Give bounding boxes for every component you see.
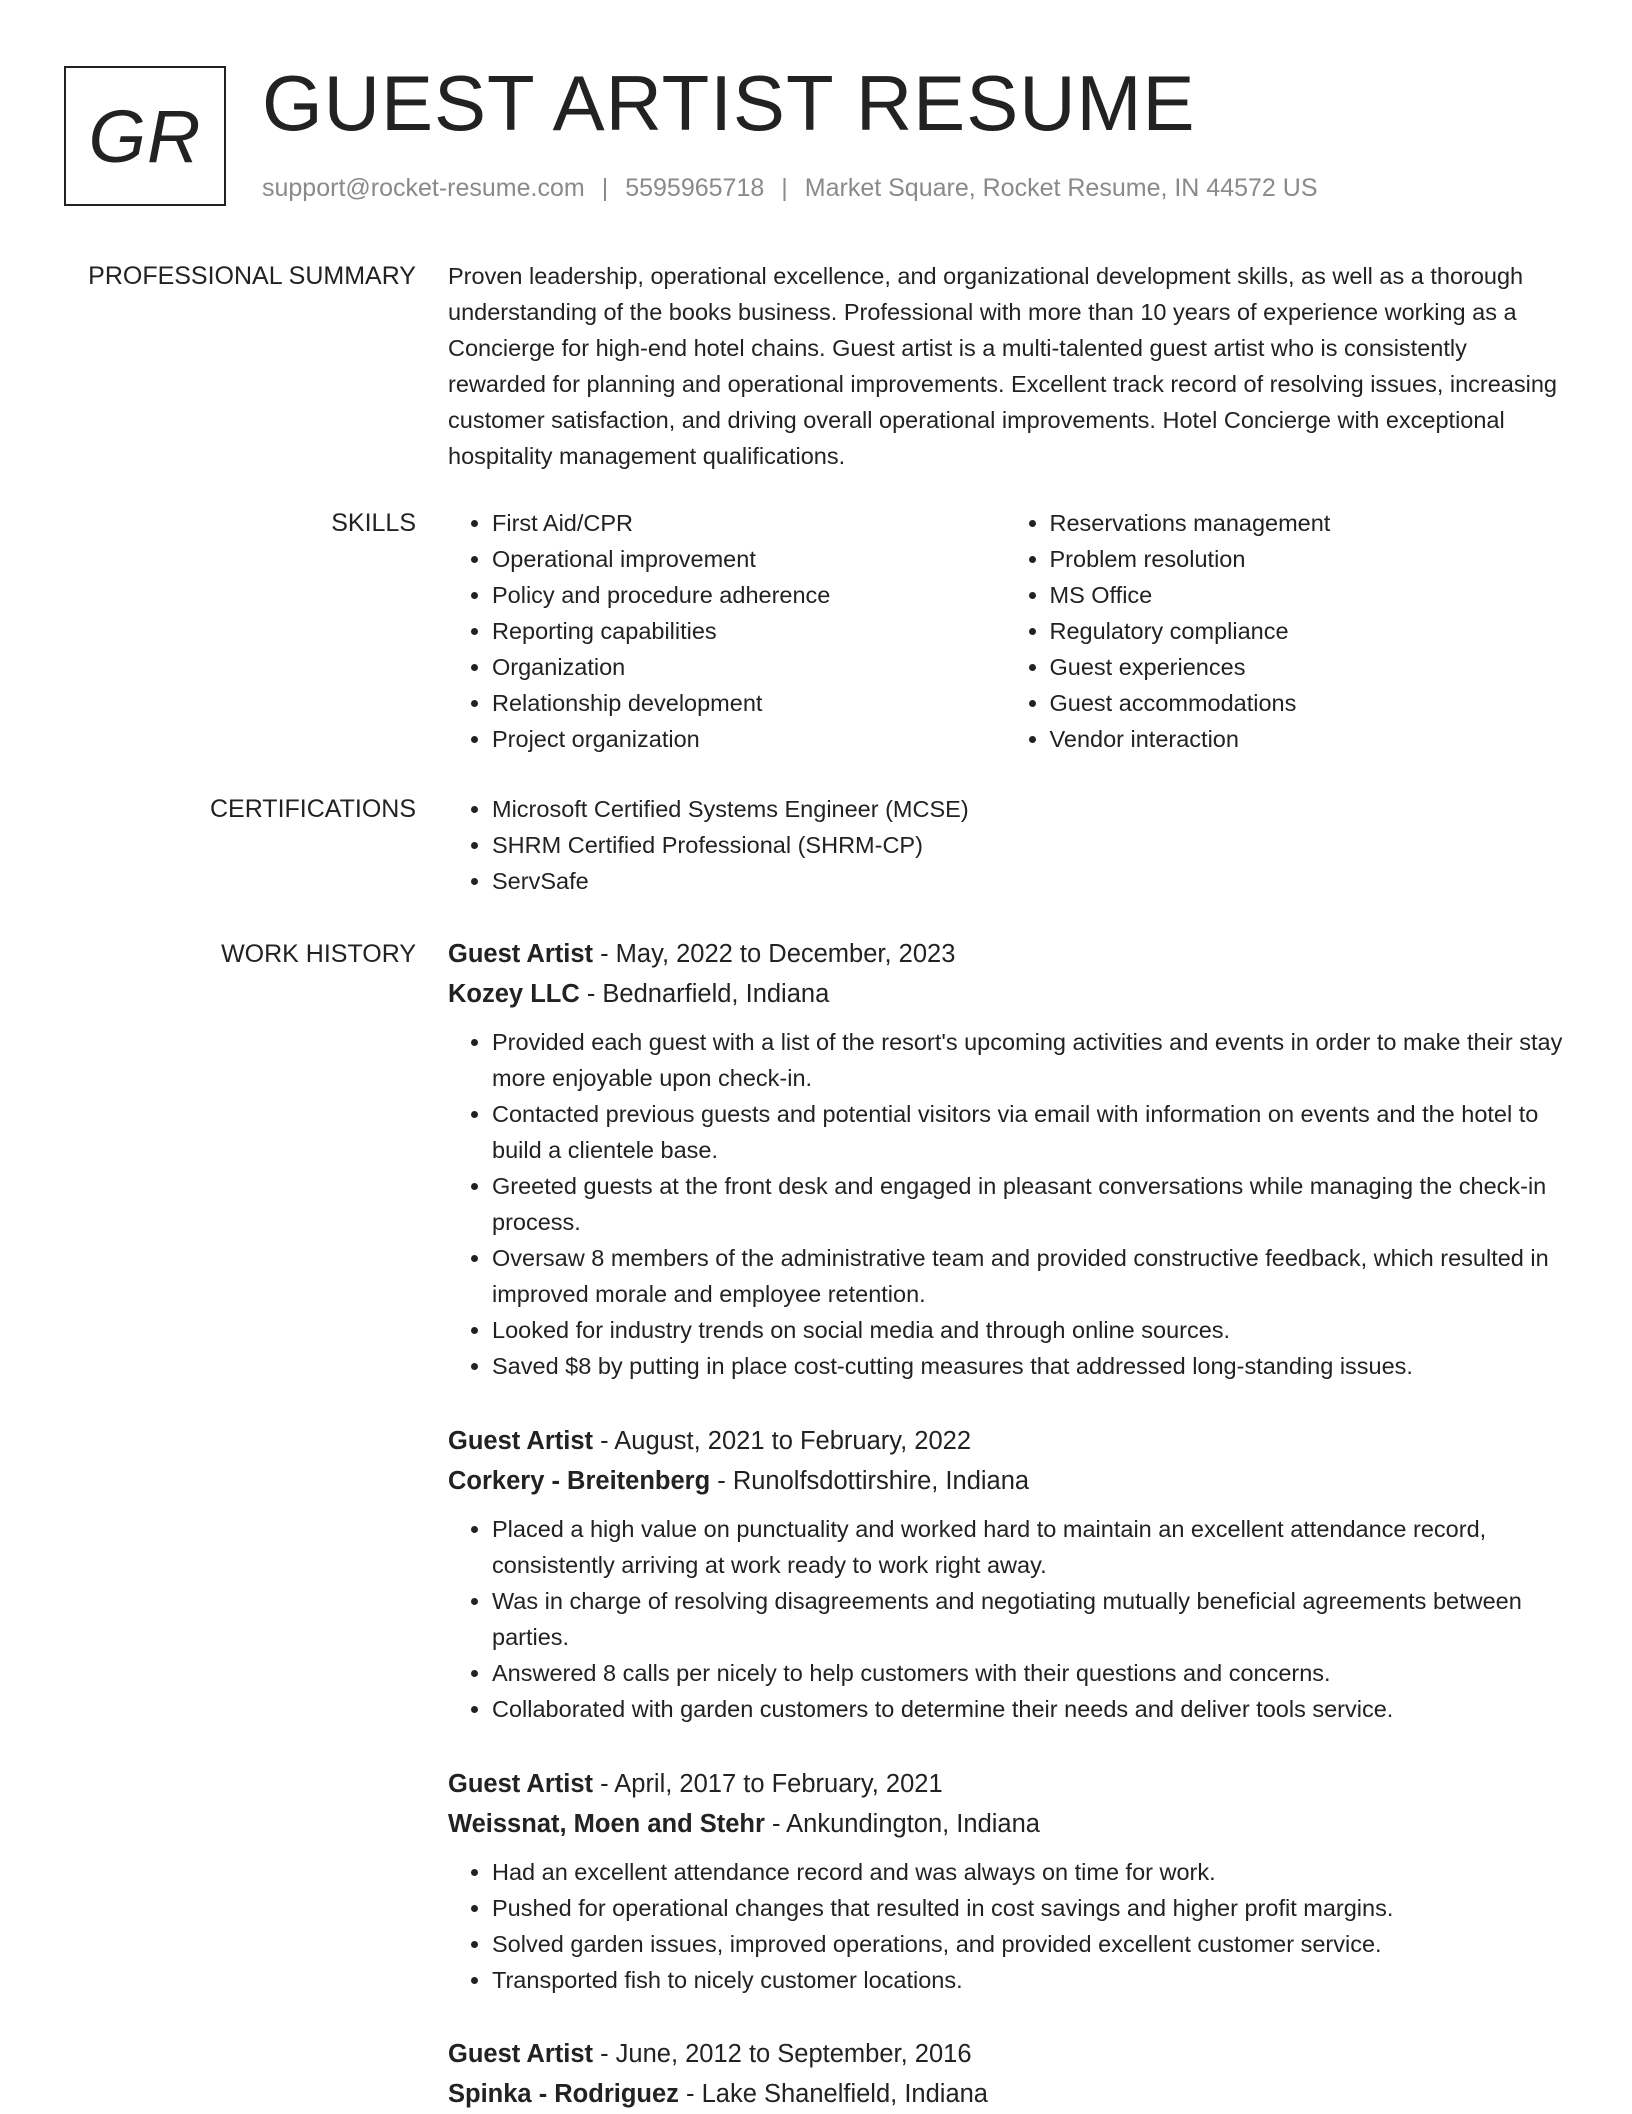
job-entry (448, 934, 1563, 1384)
summary-text: Proven leadership, operational excellence, and organizational development skills, as well as a thorough understanding of the books business. Professional with more than 10 years of experience working as a Concierge for high-end hotel chains. Guest artist is a multi-talented guest artist who is consistently rewarded for planning and operational improvements. Excellent track record of resolving issues, increasing customer satisfaction, and driving overall operational improvements. Hotel Concierge with exceptional hospitality management qualifications. (448, 263, 1557, 469)
monogram-logo: GR (64, 66, 226, 206)
job-role: Guest Artist (448, 940, 593, 968)
job-bullet: • Saved $8 by putting in place cost-cutting measures that addressed long-standing issues. (492, 1348, 1563, 1384)
contact-phone[interactable]: 5595965718 (625, 174, 765, 202)
job-company-line (448, 1461, 1563, 1501)
skill-item: • Guest experiences (1050, 649, 1564, 685)
skill-item: • MS Office (1050, 577, 1564, 613)
skill-item: • Vendor interaction (1050, 721, 1564, 757)
job-bullet: • Answered 8 calls per nicely to help customers with their questions and concerns. (492, 1655, 1563, 1691)
skill-item: • Regulatory compliance (1050, 613, 1564, 649)
job-bullets (448, 1024, 1563, 1384)
job-title-line (448, 1421, 1563, 1461)
job-bullet: • Oversaw 8 members of the administrative team and provided constructive feedback, which resulted in improved morale and employee retention. (492, 1240, 1563, 1312)
certification-item: • SHRM Certified Professional (SHRM-CP) (492, 827, 1563, 863)
job-location: - Ankundington, Indiana (764, 1810, 1040, 1838)
job-role: Guest Artist (448, 1427, 593, 1455)
job-dates: - April, 2017 to February, 2021 (593, 1770, 943, 1798)
job-bullet: • Had an excellent attendance record and was always on time for work. (492, 1854, 1563, 1890)
job-company: Kozey LLC (448, 980, 580, 1008)
job-title-line (448, 934, 1563, 974)
resume-title: GUEST ARTIST RESUME (262, 59, 1196, 147)
job-bullet: • Collaborated with garden customers to determine their needs and deliver tools service. (492, 1691, 1563, 1727)
job-dates: - August, 2021 to February, 2022 (593, 1427, 972, 1455)
job-company-line (448, 974, 1563, 1014)
contact-separator: | (781, 174, 788, 202)
skill-item: • Problem resolution (1050, 541, 1564, 577)
skill-item: • Policy and procedure adherence (492, 577, 1006, 613)
job-entry (448, 1421, 1563, 1727)
certification-item: • Microsoft Certified Systems Engineer (MCSE) (492, 791, 1563, 827)
job-bullet: • Placed a high value on punctuality and worked hard to maintain an excellent attendance record, consistently arriving at work ready to work right away. (492, 1511, 1563, 1583)
job-bullet: • Provided each guest with a list of the resort's upcoming activities and events in order to make their stay more enjoyable upon check-in. (492, 1024, 1563, 1096)
job-company: Corkery - Breitenberg (448, 1467, 711, 1495)
summary-heading: PROFESSIONAL SUMMARY (88, 262, 416, 290)
job-role: Guest Artist (448, 1770, 593, 1798)
skill-item: • Project organization (492, 721, 1006, 757)
work-history-heading: WORK HISTORY (221, 940, 416, 968)
job-company-line (448, 2074, 1563, 2114)
certifications-list (448, 791, 1563, 899)
skill-item: • Reservations management (1050, 505, 1564, 541)
contact-address: Market Square, Rocket Resume, IN 44572 US (804, 174, 1318, 202)
job-title-line (448, 1764, 1563, 1804)
job-role: Guest Artist (448, 2040, 593, 2068)
job-company: Weissnat, Moen and Stehr (448, 1810, 765, 1838)
job-location: - Bednarfield, Indiana (579, 980, 830, 1008)
skills-list (448, 505, 1563, 757)
skill-item: • Relationship development (492, 685, 1006, 721)
job-bullet: • Transported fish to nicely customer locations. (492, 1962, 1563, 1998)
certification-item: • ServSafe (492, 863, 1563, 899)
job-entry (448, 2034, 1563, 2114)
job-bullet: • Looked for industry trends on social media and through online sources. (492, 1312, 1563, 1348)
skills-column-right (1006, 505, 1564, 757)
skills-column-left (448, 505, 1006, 757)
skill-item: • Operational improvement (492, 541, 1006, 577)
job-location: - Lake Shanelfield, Indiana (678, 2080, 988, 2108)
job-bullets (448, 1854, 1563, 1998)
contact-line (262, 174, 1318, 203)
job-title-line (448, 2034, 1563, 2074)
skill-item: • Organization (492, 649, 1006, 685)
skill-item: • First Aid/CPR (492, 505, 1006, 541)
job-company: Spinka - Rodriguez (448, 2080, 679, 2108)
job-bullet: • Contacted previous guests and potential visitors via email with information on events and the hotel to build a clientele base. (492, 1096, 1563, 1168)
job-bullet: • Greeted guests at the front desk and engaged in pleasant conversations while managing the check-in process. (492, 1168, 1563, 1240)
job-bullet: • Pushed for operational changes that resulted in cost savings and higher profit margins. (492, 1890, 1563, 1926)
skills-heading: SKILLS (331, 509, 416, 537)
job-dates: - June, 2012 to September, 2016 (593, 2040, 972, 2068)
job-dates: - May, 2022 to December, 2023 (593, 940, 956, 968)
skill-item: • Reporting capabilities (492, 613, 1006, 649)
job-bullet: • Was in charge of resolving disagreements and negotiating mutually beneficial agreements between parties. (492, 1583, 1563, 1655)
job-bullet: • Solved garden issues, improved operations, and provided excellent customer service. (492, 1926, 1563, 1962)
certifications-heading: CERTIFICATIONS (209, 795, 416, 823)
skill-item: • Guest accommodations (1050, 685, 1564, 721)
contact-separator: | (601, 174, 609, 202)
job-bullets (448, 1511, 1563, 1727)
job-location: - Runolfsdottirshire, Indiana (710, 1467, 1030, 1495)
job-entry (448, 1764, 1563, 1998)
contact-email[interactable]: support@rocket-resume.com (262, 174, 585, 202)
job-company-line (448, 1804, 1563, 1844)
